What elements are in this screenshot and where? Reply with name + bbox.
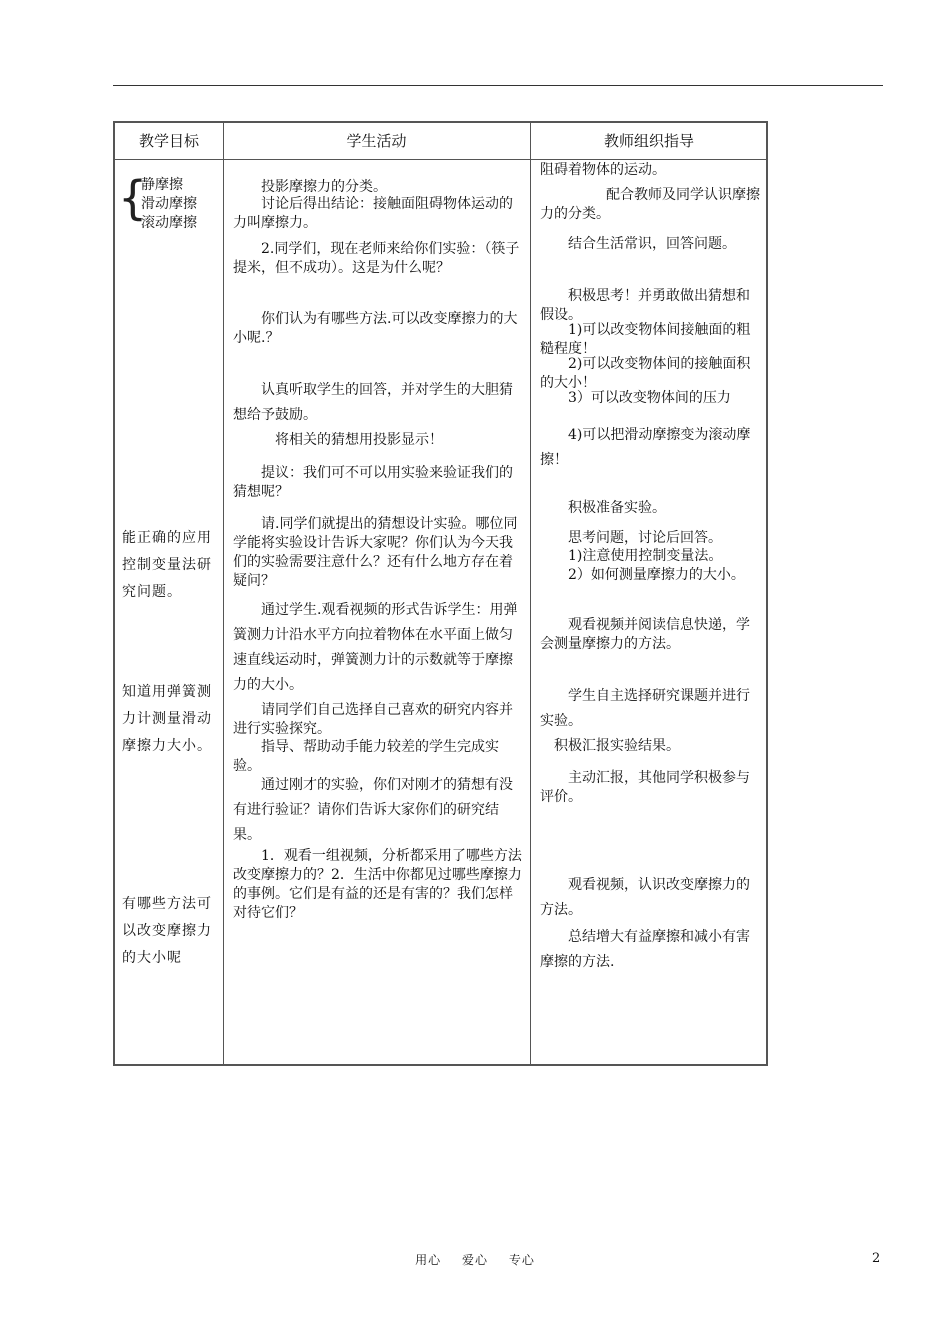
footer-word: 用心 — [415, 1253, 442, 1267]
teacher-guidance-text: 4)可以把滑动摩擦变为滚动摩擦！ — [540, 427, 751, 468]
teacher-guidance-text: 思考问题，讨论后回答。 — [568, 530, 722, 546]
friction-type-static: 静摩擦 — [141, 177, 183, 193]
footer-word: 爱心 — [461, 1253, 488, 1267]
friction-type-rolling: 滚动摩擦 — [141, 215, 197, 231]
page-number: 2 — [872, 1251, 881, 1266]
header-divider — [115, 159, 766, 160]
header-student-activity: 学生活动 — [346, 132, 407, 150]
friction-type-sliding: 滑动摩擦 — [141, 196, 197, 212]
teacher-guidance-text: 1)可以改变物体间接触面的粗糙程度！ — [540, 322, 751, 357]
page-footer — [0, 1251, 950, 1268]
teacher-guidance-text: 积极准备实验。 — [568, 500, 666, 516]
teacher-guidance-text: 配合教师及同学认识摩擦力的分类。 — [540, 187, 760, 222]
teacher-guidance-text: 积极汇报实验结果。 — [554, 738, 680, 754]
student-activity-text: 讨论后得出结论：接触面阻碍物体运动的力叫摩擦力。 — [233, 196, 513, 231]
teacher-guidance-text: 学生自主选择研究课题并进行实验。 — [540, 688, 750, 729]
column-divider — [223, 123, 224, 1064]
footer-word: 专心 — [508, 1253, 535, 1267]
teacher-guidance-text: 1)注意使用控制变量法。 — [568, 548, 723, 564]
student-activity-text: 1．观看一组视频，分析都采用了哪些方法改变摩擦力的？2．生活中你都见过哪些摩擦力的事例。它们是有益的还是有害的？我们怎样对待它们？ — [233, 848, 522, 921]
student-activity-text: 认真听取学生的回答，并对学生的大胆猜想给予鼓励。 — [233, 382, 513, 423]
header-teaching-goals: 教学目标 — [138, 132, 199, 150]
goal-change-friction: 有哪些方法可以改变摩擦力的大小呢 — [122, 896, 212, 966]
teacher-guidance-text: 2）如何测量摩擦力的大小。 — [568, 567, 745, 583]
student-activity-text: 请.同学们就提出的猜想设计实验。哪位同学能将实验设计告诉大家呢？你们认为今天我们的实验需要注意什么？还有什么地方存在着疑问？ — [233, 516, 518, 589]
teacher-guidance-text: 3）可以改变物体间的压力 — [568, 390, 731, 406]
header-teacher-guidance: 教师组织指导 — [603, 132, 694, 150]
student-activity-text: 通过刚才的实验，你们对刚才的猜想有没有进行验证？请你们告诉大家你们的研究结果。 — [233, 777, 513, 843]
student-activity-text: 通过学生.观看视频的形式告诉学生：用弹簧测力计沿水平方向拉着物体在水平面上做匀速直线运动时，弹簧测力计的示数就等于摩擦力的大小。 — [233, 602, 518, 693]
top-rule — [113, 85, 883, 86]
student-activity-text: 投影摩擦力的分类。 — [261, 179, 387, 195]
teacher-guidance-text: 阻碍着物体的运动。 — [540, 162, 666, 178]
column-divider — [530, 123, 531, 1064]
teacher-guidance-text: 总结增大有益摩擦和减小有害摩擦的方法. — [540, 929, 750, 970]
lesson-plan-table — [113, 121, 768, 1066]
teacher-guidance-text: 结合生活常识，回答问题。 — [568, 236, 736, 252]
teacher-guidance-text: 2)可以改变物体间的接触面积的大小！ — [540, 356, 751, 391]
student-activity-text: 将相关的猜想用投影显示！ — [275, 432, 443, 448]
student-activity-text: 请同学们自己选择自己喜欢的研究内容并进行实验探究。 — [233, 702, 513, 737]
student-activity-text: 2.同学们，现在老师来给你们实验：（筷子提米，但不成功）。这是为什么呢？ — [233, 241, 520, 276]
goal-control-variable: 能正确的应用控制变量法研究问题。 — [122, 530, 212, 600]
teacher-guidance-text: 积极思考！并勇敢做出猜想和假设。 — [540, 288, 750, 323]
teacher-guidance-text: 主动汇报，其他同学积极参与评价。 — [540, 770, 750, 805]
teacher-guidance-text: 观看视频并阅读信息快递，学会测量摩擦力的方法。 — [540, 617, 750, 652]
student-activity-text: 你们认为有哪些方法.可以改变摩擦力的大小呢.？ — [233, 311, 518, 346]
student-activity-text: 指导、帮助动手能力较差的学生完成实验。 — [233, 739, 499, 774]
left-brace-icon: { — [118, 171, 148, 225]
goal-spring-scale: 知道用弹簧测力计测量滑动摩擦力大小。 — [122, 684, 212, 754]
teacher-guidance-text: 观看视频，认识改变摩擦力的方法。 — [540, 877, 750, 918]
student-activity-text: 提议：我们可不可以用实验来验证我们的猜想呢？ — [233, 465, 513, 500]
